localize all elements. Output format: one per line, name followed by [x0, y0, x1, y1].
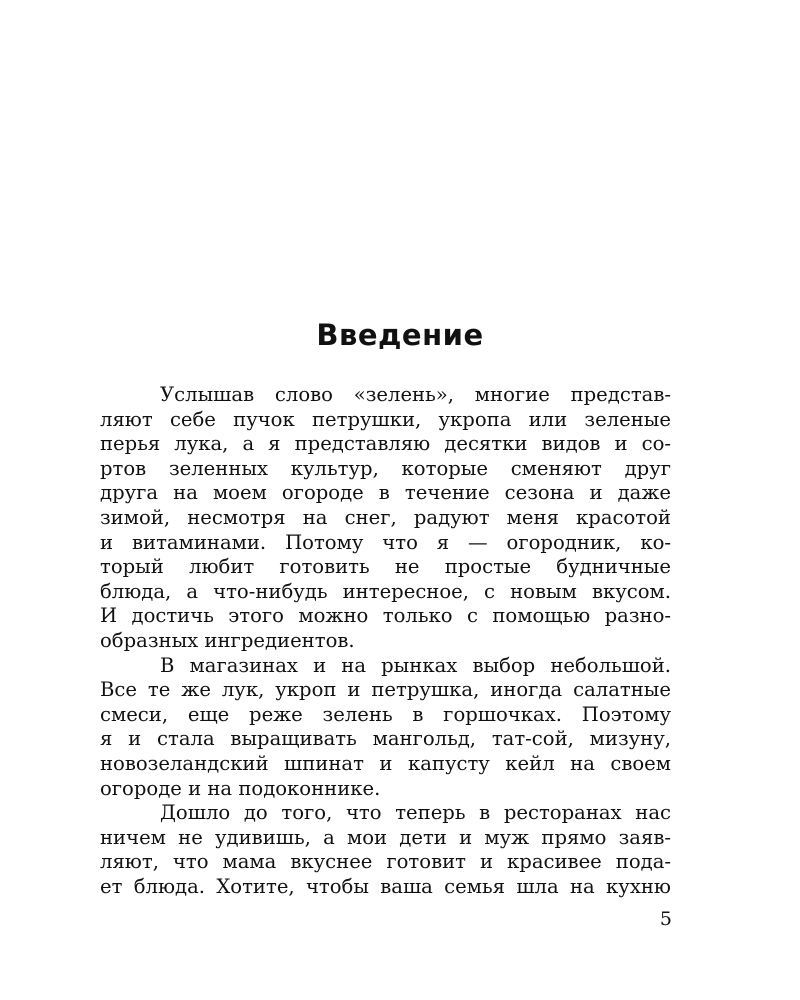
text-line: ничем не удивишь, а мои дети и муж прямо заяв-	[100, 825, 671, 849]
page-number: 5	[659, 908, 672, 930]
text-line: огороде и на подоконнике.	[100, 776, 381, 800]
text-line: и витаминами. Потому что я — огородник, ко-	[100, 530, 671, 554]
paragraph	[100, 654, 671, 802]
text-line: блюда, а что-нибудь интересное, с новым вкусом.	[100, 579, 671, 603]
text-line: перья лука, а я представляю десятки видов и со-	[100, 432, 671, 456]
body-text	[100, 383, 671, 899]
text-line: ляют, что мама вкуснее готовит и красивее пода-	[100, 850, 671, 874]
text-line: Дошло до того, что теперь в ресторанах нас	[160, 801, 671, 825]
text-line: зимой, несмотря на снег, радуют меня красотой	[100, 505, 671, 529]
text-line: смеси, еще реже зелень в горшочках. Поэтому	[100, 702, 671, 726]
text-line: образных ингредиентов.	[100, 628, 355, 652]
paragraph	[100, 383, 671, 654]
text-line: В магазинах и на рынках выбор небольшой.	[160, 653, 671, 677]
text-line: я и стала выращивать мангольд, тат-сой, мизуну,	[100, 727, 671, 751]
chapter-title: Введение	[316, 318, 484, 352]
text-line: торый любит готовить не простые будничные	[100, 555, 671, 579]
text-line: новозеландский шпинат и капусту кейл на своем	[100, 751, 671, 775]
text-line: Все те же лук, укроп и петрушка, иногда салатные	[100, 678, 671, 702]
text-line: ртов зеленных культур, которые сменяют друг	[100, 456, 671, 480]
paragraph	[100, 801, 671, 899]
text-line: Услышав слово «зелень», многие представ-	[160, 383, 671, 406]
text-line: друга на моем огороде в течение сезона и даже	[100, 481, 671, 505]
text-line: И достичь этого можно только с помощью разно-	[100, 604, 671, 628]
text-line: ет блюда. Хотите, чтобы ваша семья шла на кухню	[100, 874, 671, 898]
text-line: ляют себе пучок петрушки, укропа или зеленые	[100, 407, 671, 431]
